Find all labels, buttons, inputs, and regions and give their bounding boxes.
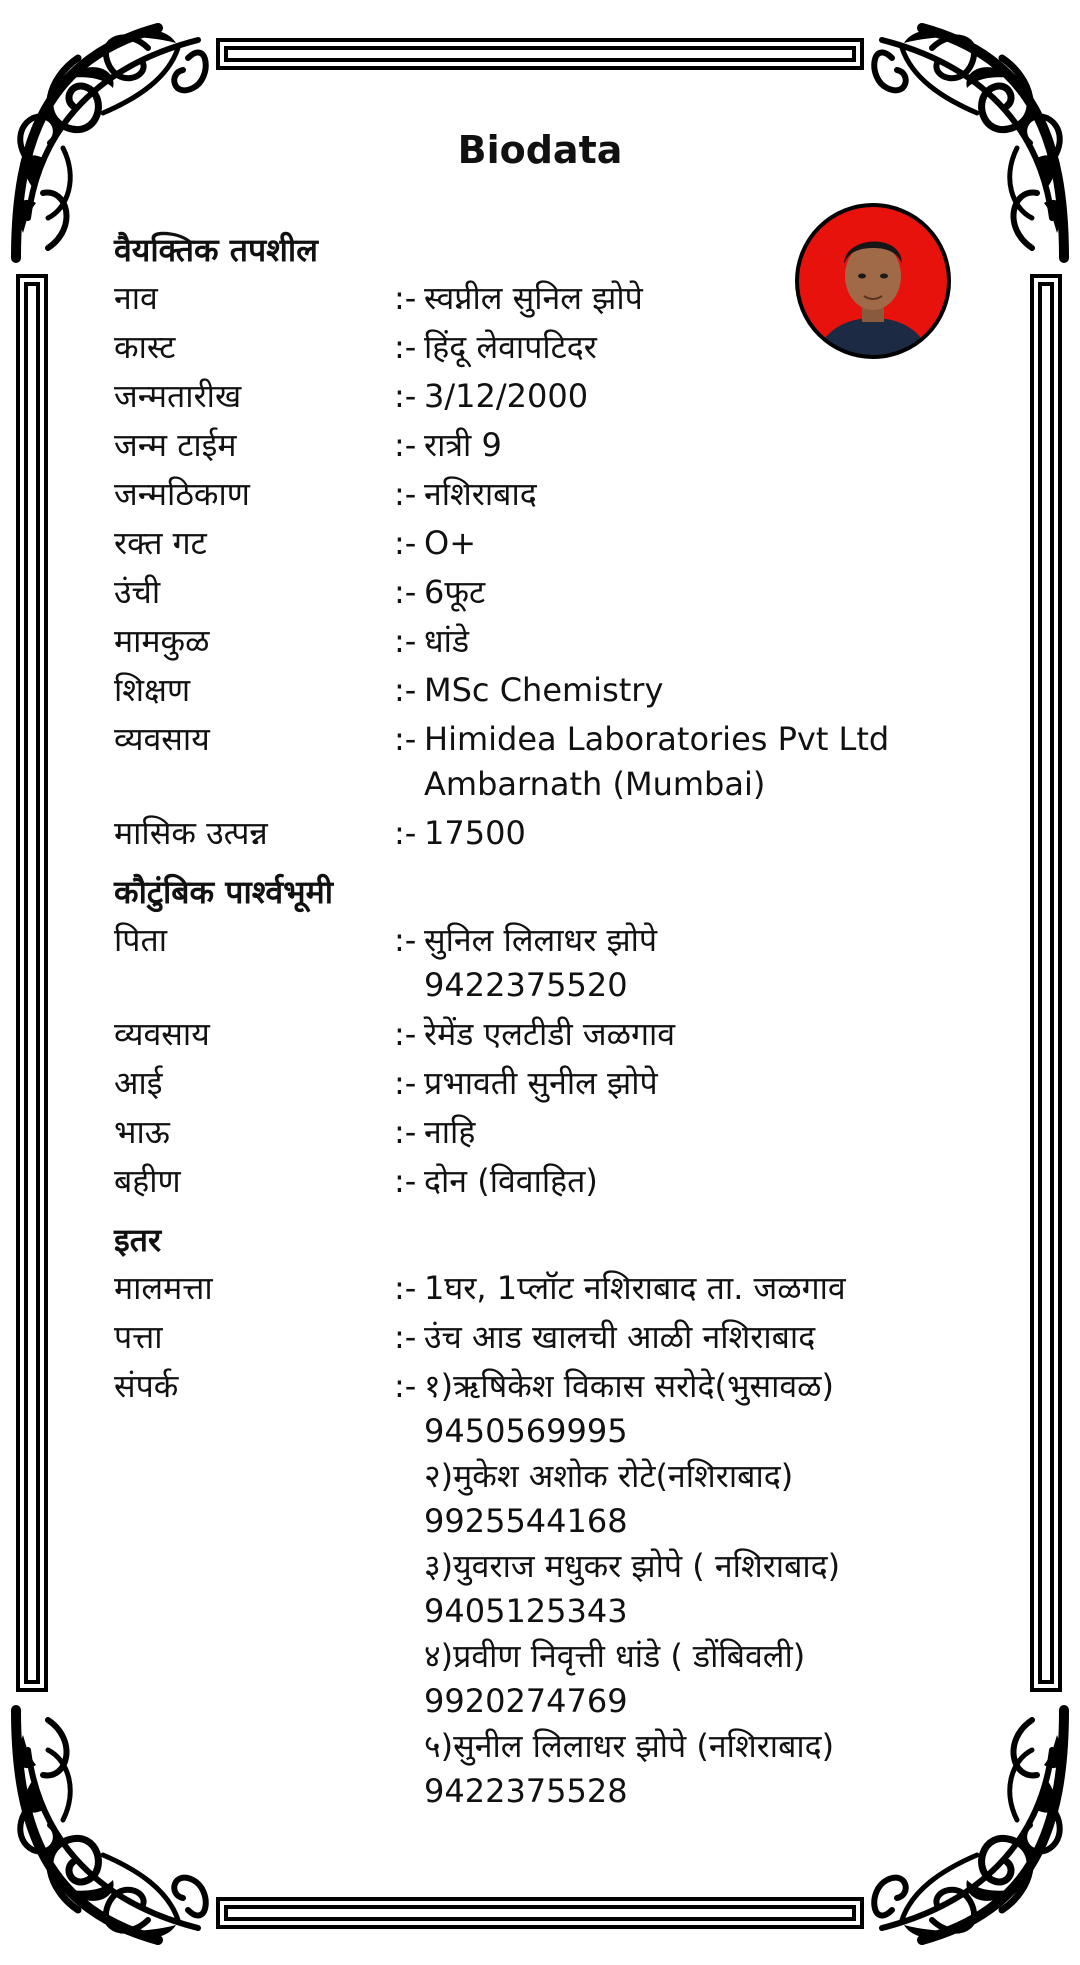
page-title: Biodata (457, 128, 623, 172)
detail-value (424, 472, 994, 517)
frame-top-bar (224, 46, 856, 62)
detail-label: जन्म टाईम (114, 426, 237, 464)
detail-label: व्यवसाय (114, 1015, 210, 1053)
detail-label: संपर्क (114, 1367, 179, 1405)
detail-separator: :- (394, 328, 417, 366)
detail-value-line: दोन (विवाहित) (424, 1162, 598, 1200)
detail-separator: :- (394, 814, 417, 852)
detail-value (424, 668, 994, 713)
detail-value-line: 1घर, 1प्लॉट नशिराबाद ता. जळगाव (424, 1269, 846, 1307)
detail-label: रक्त गट (114, 524, 207, 562)
detail-value (424, 717, 994, 807)
detail-label: शिक्षण (114, 671, 191, 709)
detail-value-line: प्रभावती सुनील झोपे (424, 1064, 658, 1102)
detail-separator: :- (394, 671, 417, 709)
detail-separator: :- (394, 1162, 417, 1200)
detail-value-line: २)मुकेश अशोक रोटे(नशिराबाद) (424, 1457, 794, 1495)
detail-value-line: O+ (424, 524, 476, 562)
detail-separator: :- (394, 426, 417, 464)
frame-left-bar (24, 282, 40, 1684)
detail-label: मासिक उत्पन्न (114, 814, 268, 852)
detail-value-line: 9920274769 (424, 1682, 628, 1720)
detail-value-line: 9422375520 (424, 966, 628, 1004)
detail-row (114, 1110, 994, 1155)
detail-value-line: ३)युवराज मधुकर झोपे ( नशिराबाद) (424, 1547, 841, 1585)
detail-value (424, 325, 994, 370)
detail-value (424, 570, 994, 615)
detail-value-line: 9450569995 (424, 1412, 628, 1450)
detail-value-line: 9422375528 (424, 1772, 628, 1810)
section-heading-other: इतर (114, 1221, 162, 1259)
detail-row (114, 521, 994, 566)
detail-label: पिता (114, 921, 167, 959)
personal-details-list (114, 276, 994, 856)
detail-label: आई (114, 1064, 163, 1102)
detail-value-line: उंच आड खालची आळी नशिराबाद (424, 1318, 816, 1356)
detail-label: मामकुळ (114, 622, 210, 660)
detail-value-line: 9925544168 (424, 1502, 628, 1540)
detail-value-line: १)ऋषिकेश विकास सरोदे(भुसावळ) (424, 1367, 834, 1405)
detail-row (114, 918, 994, 1008)
detail-row (114, 276, 994, 321)
detail-value (424, 423, 994, 468)
detail-label: कास्ट (114, 328, 176, 366)
detail-row (114, 1061, 994, 1106)
detail-row (114, 325, 994, 370)
detail-separator: :- (394, 524, 417, 562)
detail-value-line: सुनिल लिलाधर झोपे (424, 921, 658, 959)
detail-row (114, 570, 994, 615)
detail-value (424, 918, 994, 1008)
detail-value (424, 1012, 994, 1057)
detail-value-line: Himidea Laboratories Pvt Ltd (424, 720, 890, 758)
detail-row (114, 472, 994, 517)
detail-value (424, 1061, 994, 1106)
detail-separator: :- (394, 573, 417, 611)
detail-value (424, 1159, 994, 1204)
detail-label: पत्ता (114, 1318, 163, 1356)
detail-value-line: 17500 (424, 814, 526, 852)
detail-value-line: ४)प्रवीण निवृत्ती धांडे ( डोंबिवली) (424, 1637, 806, 1675)
detail-value (424, 619, 994, 664)
detail-row (114, 1159, 994, 1204)
detail-value (424, 1266, 994, 1311)
section-heading-personal: वैयक्तिक तपशील (114, 231, 318, 269)
detail-label: नाव (114, 279, 158, 317)
detail-value-line: नाहि (424, 1113, 476, 1151)
section-heading-family: कौटुंबिक पार्श्वभूमी (114, 873, 334, 911)
detail-value-line: धांडे (424, 622, 470, 660)
detail-value (424, 521, 994, 566)
detail-row (114, 423, 994, 468)
detail-label: बहीण (114, 1162, 181, 1200)
detail-label: भाऊ (114, 1113, 170, 1151)
detail-separator: :- (394, 1269, 417, 1307)
detail-separator: :- (394, 921, 417, 959)
detail-label: जन्मठिकाण (114, 475, 250, 513)
detail-separator: :- (394, 1367, 417, 1405)
detail-value (424, 1315, 994, 1360)
detail-label: जन्मतारीख (114, 377, 242, 415)
detail-separator: :- (394, 720, 417, 758)
detail-value-line: Ambarnath (Mumbai) (424, 765, 766, 803)
detail-label: व्यवसाय (114, 720, 210, 758)
detail-separator: :- (394, 1064, 417, 1102)
detail-value-line: स्वप्नील सुनिल झोपे (424, 279, 643, 317)
detail-separator: :- (394, 1113, 417, 1151)
detail-value-line: हिंदू लेवापटिदर (424, 328, 597, 366)
detail-value (424, 1364, 994, 1814)
detail-value (424, 374, 994, 419)
detail-row (114, 1012, 994, 1057)
detail-separator: :- (394, 279, 417, 317)
detail-row (114, 811, 994, 856)
detail-value-line: रात्री 9 (424, 426, 502, 464)
other-details-list (114, 1266, 994, 1814)
frame-bottom-bar (224, 1905, 856, 1921)
detail-row (114, 374, 994, 419)
detail-value (424, 811, 994, 856)
detail-value-line: 9405125343 (424, 1592, 628, 1630)
detail-value (424, 276, 994, 321)
detail-row (114, 668, 994, 713)
detail-row (114, 717, 994, 807)
detail-separator: :- (394, 377, 417, 415)
biodata-content (114, 228, 994, 1818)
detail-label: मालमत्ता (114, 1269, 213, 1307)
detail-value-line: नशिराबाद (424, 475, 537, 513)
detail-value-line: 6फूट (424, 573, 486, 611)
detail-separator: :- (394, 622, 417, 660)
detail-separator: :- (394, 1015, 417, 1053)
detail-value-line: MSc Chemistry (424, 671, 664, 709)
family-background-list (114, 918, 994, 1204)
frame-right-bar (1038, 282, 1054, 1684)
detail-row (114, 1266, 994, 1311)
detail-value-line: ५)सुनील लिलाधर झोपे (नशिराबाद) (424, 1727, 835, 1765)
detail-value-line: रेमेंड एलटीडी जळगाव (424, 1015, 676, 1053)
detail-row (114, 619, 994, 664)
detail-label: उंची (114, 573, 161, 611)
detail-separator: :- (394, 475, 417, 513)
detail-value-line: 3/12/2000 (424, 377, 589, 415)
detail-value (424, 1110, 994, 1155)
detail-row (114, 1364, 994, 1814)
detail-separator: :- (394, 1318, 417, 1356)
detail-row (114, 1315, 994, 1360)
